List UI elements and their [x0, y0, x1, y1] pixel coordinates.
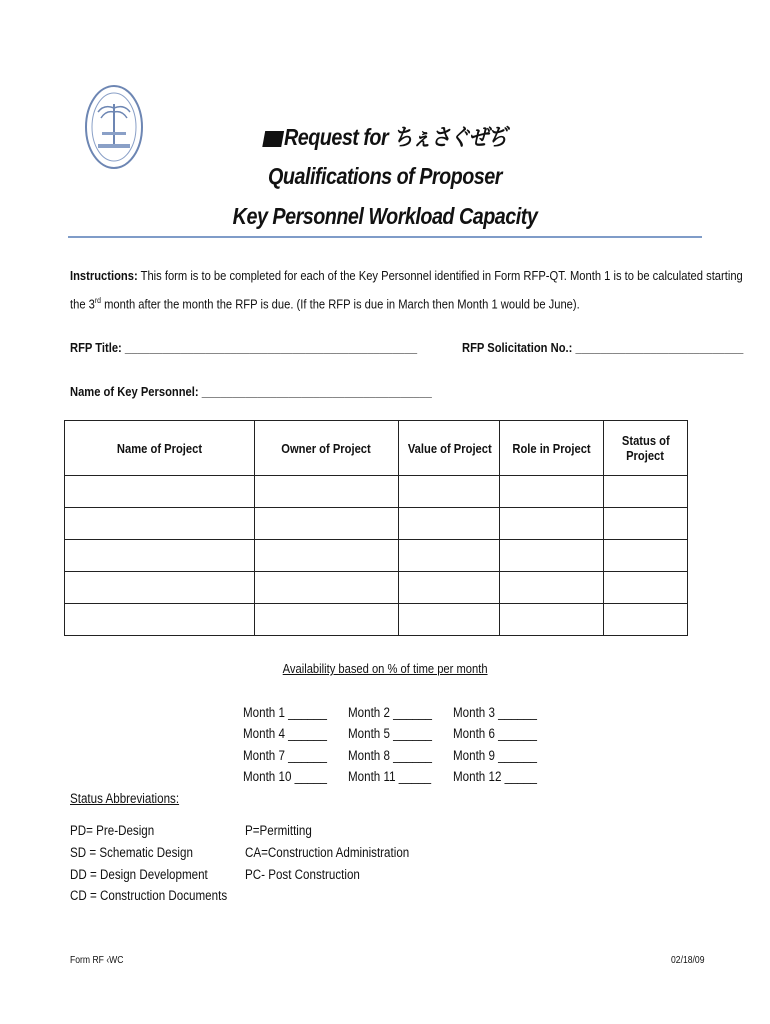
month-1-field[interactable]: Month 1 ______ — [243, 705, 327, 720]
table-cell[interactable] — [254, 476, 399, 508]
title-garbled-text: ちぇさぐぜぢ — [393, 124, 507, 150]
table-cell[interactable] — [399, 540, 500, 572]
footer-form-id: Form RF ‹WC — [70, 955, 124, 966]
month-9-field[interactable]: Month 9 ______ — [453, 748, 537, 763]
project-table — [64, 420, 688, 636]
table-row — [65, 572, 688, 604]
table-header-row — [65, 421, 688, 476]
col-owner-of-project: Owner of Project — [254, 421, 399, 476]
status-sd: SD = Schematic Design — [70, 845, 193, 860]
table-cell[interactable] — [604, 572, 688, 604]
table-cell[interactable] — [65, 572, 255, 604]
status-dd: DD = Design Development — [70, 867, 208, 882]
month-11-field[interactable]: Month 11 _____ — [348, 769, 432, 784]
month-8-field[interactable]: Month 8 ______ — [348, 748, 432, 763]
table-cell[interactable] — [604, 476, 688, 508]
month-10-field[interactable]: Month 10 _____ — [243, 769, 327, 784]
page-title-line2: Qualifications of Proposer — [268, 163, 502, 189]
page-title-line1: Request for ちぇさぐぜぢ — [54, 118, 716, 156]
table-cell[interactable] — [500, 476, 604, 508]
col-role-in-project: Role in Project — [500, 421, 604, 476]
table-cell[interactable] — [254, 540, 399, 572]
col-name-of-project: Name of Project — [65, 421, 255, 476]
page-title-line3: Key Personnel Workload Capacity — [232, 203, 538, 229]
table-cell[interactable] — [500, 572, 604, 604]
header-divider — [68, 236, 702, 238]
table-cell[interactable] — [399, 572, 500, 604]
table-cell[interactable] — [500, 540, 604, 572]
table-cell[interactable] — [399, 508, 500, 540]
status-cd: CD = Construction Documents — [70, 888, 228, 903]
table-cell[interactable] — [500, 604, 604, 636]
table-row — [65, 476, 688, 508]
table-cell[interactable] — [604, 540, 688, 572]
redaction-mark — [262, 131, 284, 147]
month-2-field[interactable]: Month 2 ______ — [348, 705, 432, 720]
table-cell[interactable] — [604, 604, 688, 636]
footer-date: 02/18/09 — [671, 955, 705, 966]
month-7-field[interactable]: Month 7 ______ — [243, 748, 327, 763]
table-cell[interactable] — [399, 476, 500, 508]
rfp-solicitation-field[interactable]: RFP Solicitation No.: ___________________________ — [462, 340, 744, 355]
table-cell[interactable] — [500, 508, 604, 540]
month-4-field[interactable]: Month 4 ______ — [243, 726, 327, 741]
month-3-field[interactable]: Month 3 ______ — [453, 705, 537, 720]
status-ca: CA=Construction Administration — [245, 845, 410, 860]
instructions-line2: the 3rd month after the month the RFP is due. (If the RFP is due in March then Month 1 would be June). — [70, 296, 580, 312]
col-value-of-project: Value of Project — [399, 421, 500, 476]
rfp-title-field[interactable]: RFP Title: _______________________________________________ — [70, 340, 418, 355]
table-row — [65, 540, 688, 572]
table-cell[interactable] — [254, 508, 399, 540]
availability-heading: Availability based on % of time per month — [282, 661, 488, 676]
instructions-line1: Instructions: This form is to be completed for each of the Key Personnel identified in Form RFP-QT. Month 1 is to be calculated starting — [70, 268, 743, 283]
month-6-field[interactable]: Month 6 ______ — [453, 726, 537, 741]
table-cell[interactable] — [254, 572, 399, 604]
status-pc: PC- Post Construction — [245, 867, 360, 882]
table-cell[interactable] — [65, 540, 255, 572]
table-row — [65, 604, 688, 636]
table-cell[interactable] — [399, 604, 500, 636]
month-12-field[interactable]: Month 12 _____ — [453, 769, 537, 784]
month-5-field[interactable]: Month 5 ______ — [348, 726, 432, 741]
status-pd: PD= Pre-Design — [70, 823, 155, 838]
status-p: P=Permitting — [245, 823, 312, 838]
table-cell[interactable] — [604, 508, 688, 540]
table-row — [65, 508, 688, 540]
table-cell[interactable] — [65, 604, 255, 636]
col-status-of-project: Status of Project — [604, 421, 688, 476]
table-cell[interactable] — [65, 508, 255, 540]
status-abbreviations-heading: Status Abbreviations: — [70, 791, 180, 806]
table-cell[interactable] — [254, 604, 399, 636]
key-personnel-field[interactable]: Name of Key Personnel: _____________________________________ — [70, 384, 432, 399]
table-cell[interactable] — [65, 476, 255, 508]
